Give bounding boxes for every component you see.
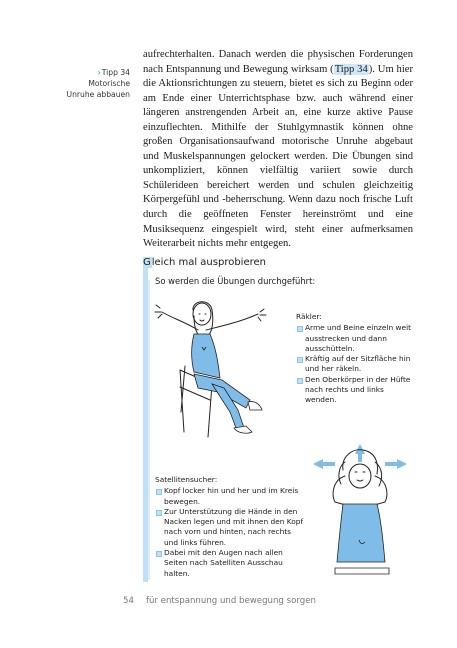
arrow-left-icon	[313, 459, 335, 469]
list-item: Dabei mit den Augen nach allen Seiten nach Satelliten Ausschau halten.	[155, 548, 305, 579]
stretching-girl-illustration	[150, 292, 290, 442]
list-item: Zur Unterstützung die Hände in den Nacken legen und mit ihnen den Kopf nach vorn und hinten, nach rechts und links führen.	[155, 507, 305, 548]
exercise-satellitensucher	[155, 475, 305, 579]
exercise-raekler	[296, 312, 416, 406]
list-item: Kräftig auf der Sitzfläche hin und her räkeln.	[296, 354, 416, 375]
margin-note-line1: Motorische	[88, 79, 130, 88]
arrow-up-icon	[355, 444, 365, 462]
box-intro: So werden die Übungen durchgeführt:	[155, 276, 316, 286]
exercise-raekler-title: Räkler:	[296, 312, 322, 321]
chevron-right-icon: ›	[97, 68, 101, 77]
box-title-rest: leich mal ausprobieren	[151, 257, 266, 268]
page-number: 54	[123, 596, 134, 606]
exercise-raekler-list	[296, 323, 416, 405]
running-title: für entspannung und bewegung sorgen	[145, 596, 316, 606]
margin-note-ref[interactable]: ›Tipp 34	[97, 68, 130, 77]
box-title-initial: G	[143, 257, 151, 268]
margin-note	[60, 67, 130, 100]
list-item: Arme und Beine einzeln weit ausstrecken und dann ausschütteln.	[296, 323, 416, 354]
tipp-reference-link[interactable]: Tipp 34	[334, 63, 368, 75]
body-paragraph	[143, 48, 413, 252]
page-footer	[123, 596, 453, 606]
paragraph-part2: ). Um hier die Aktionsrichtungen zu steuern, bietet es sich zu Beginn oder am Ende einer Unterrichtsphase bzw. auch während einer längeren anstrengenden Arbeit an, eine kurze aktive Pause einzuflechten. Mithilfe der Stuhlgymnastik können ohne großen Organisationsaufwand motorische Unruhe abgebaut und Muskelspannungen gelockert werden. Die Übungen sind unkompliziert, können vielfältig variiert sowie durch Schülerideen bereichert werden und schulen gleichzeitig Körpergefühl und -beherrschung. Wenn dazu noch frische Luft durch die geöffneten Fenster hereinströmt und eine Musiksequenz eingespielt wird, steht einer aufmerksamen Weiterarbeit nichts mehr entgegen.	[143, 63, 413, 250]
list-item: Den Oberkörper in der Hüfte nach rechts und links wenden.	[296, 375, 416, 406]
exercise-satellitensucher-title: Satellitensucher:	[155, 475, 218, 484]
list-item: Kopf locker hin und her und im Kreis bewegen.	[155, 486, 305, 507]
margin-note-line2: Unruhe abbauen	[66, 90, 130, 99]
satellite-search-girl-illustration	[305, 440, 415, 580]
box-title	[143, 257, 266, 268]
arrow-right-icon	[385, 459, 407, 469]
exercise-satellitensucher-list	[155, 486, 305, 579]
paragraph-part1: aufrechterhalten. Danach werden die physischen Forderungen nach Entspannung und Bewegung wirksam (	[143, 49, 413, 75]
